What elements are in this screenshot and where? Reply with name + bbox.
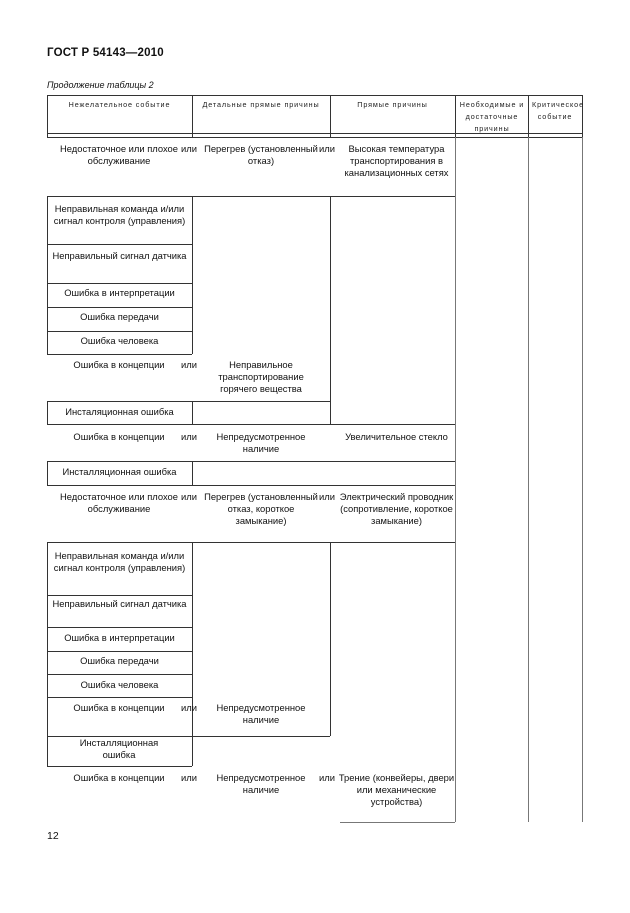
table-cell: Ошибка в концепции — [73, 431, 165, 442]
table-cell: Ошибка передачи — [80, 655, 159, 666]
header-detailed-direct-causes: Детальные прямые причины — [202, 100, 320, 109]
header-necessary-sufficient-causes: Необходимые и достаточные причины — [459, 100, 525, 133]
table-cell: Ошибка передачи — [80, 311, 159, 322]
table-cell: Перегрев (установленный отказ) — [204, 143, 318, 166]
table-caption: Продолжение таблицы 2 — [47, 80, 154, 90]
table-cell: Ошибка в интерпретации — [64, 632, 175, 643]
or-connector: или — [319, 772, 335, 783]
table-cell: Ошибка в концепции — [73, 702, 165, 713]
table-cell: Недостаточное или плохое обслуживание — [60, 143, 178, 166]
table-cell: Неправильный сигнал датчика — [52, 598, 187, 609]
page-number: 12 — [47, 830, 59, 842]
table-cell: Ошибка человека — [80, 679, 159, 690]
or-connector: или — [181, 143, 197, 154]
table-cell: Ошибка в интерпретации — [64, 287, 175, 298]
table-cell: Ошибка в концепции — [73, 359, 165, 370]
table-cell: Неправильная команда и/или сигнал контроля (управления) — [53, 550, 186, 573]
table-cell: Увеличительное стекло — [345, 431, 448, 442]
table-cell: Недостаточное или плохое обслуживание — [60, 491, 178, 514]
table-cell: Неправильный сигнал датчика — [52, 250, 187, 261]
or-connector: или — [181, 431, 197, 442]
table-cell: Инсталляционная ошибка — [62, 466, 177, 477]
or-connector: или — [181, 359, 197, 370]
or-connector: или — [319, 491, 335, 502]
or-connector: или — [181, 772, 197, 783]
header-direct-causes: Прямые причины — [357, 100, 428, 109]
or-connector: или — [319, 143, 335, 154]
table-cell: Непредусмотренное наличие — [216, 702, 306, 725]
table-cell: Непредусмотренное наличие — [216, 772, 306, 795]
table-cell: Неправильная команда и/или сигнал контроля (управления) — [53, 203, 186, 226]
table-cell: Трение (конвейеры, двери или механические устройства) — [338, 772, 455, 807]
table-cell: Неправильное транспортирование горячего вещества — [218, 359, 304, 394]
table-cell: Электрический проводник (сопротивление, короткое замыкание) — [339, 491, 454, 526]
standard-number: ГОСТ Р 54143—2010 — [47, 47, 164, 59]
table-cell: Перегрев (установленный отказ, короткое замыкание) — [204, 491, 318, 526]
table-cell: Ошибка в концепции — [73, 772, 165, 783]
table-cell: Высокая температура транспортирования в канализационных сетях — [344, 143, 449, 178]
header-critical-event: Критическое событие — [532, 100, 584, 121]
table-cell: Инсталляционная ошибка — [79, 737, 159, 760]
table-cell: Непредусмотренное наличие — [216, 431, 306, 454]
table-cell: Ошибка человека — [80, 335, 159, 346]
or-connector: или — [181, 491, 197, 502]
table-cell: Инсталяционная ошибка — [65, 406, 174, 417]
header-undesired-event: Нежелательное событие — [68, 100, 171, 109]
or-connector: или — [181, 702, 197, 713]
